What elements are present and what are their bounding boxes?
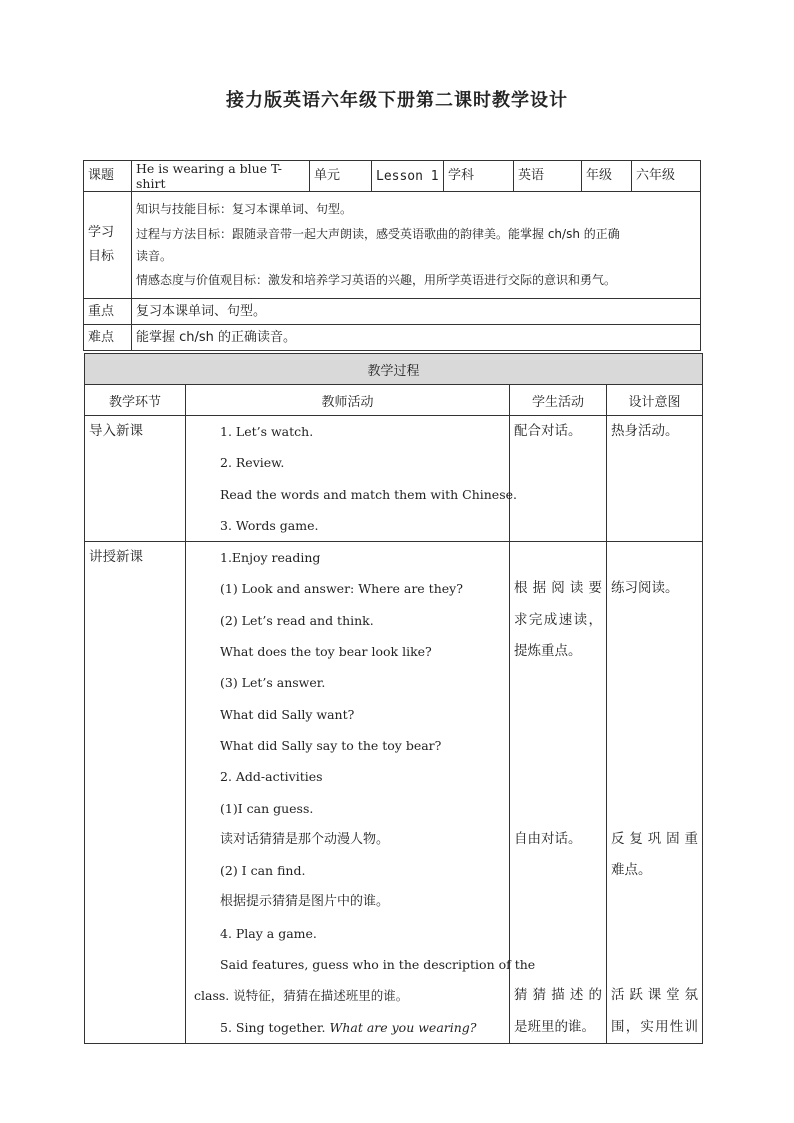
list-item: 1. Let’s watch.	[220, 424, 314, 439]
list-item: 2. Review.	[220, 455, 285, 471]
list-item: Read the words and match them with Chinese.	[220, 486, 517, 502]
key-label: 重点	[84, 299, 132, 325]
topic-value: He is wearing a blue T-shirt	[132, 161, 310, 192]
list-item: 1.Enjoy reading	[220, 550, 321, 566]
list-item: 自由对话。	[514, 830, 582, 847]
difficult-label: 难点	[84, 325, 132, 351]
subject-label: 学科	[444, 161, 514, 192]
goals-label-line1: 学习	[88, 225, 115, 240]
list-item: 反复巩固重	[611, 830, 699, 847]
goal-knowledge: 知识与技能目标：复习本课单词、句型。	[136, 202, 353, 216]
col-teacher: 教师活动	[186, 385, 510, 416]
intent-new-lesson	[607, 542, 703, 1044]
list-item: 4. Play a game.	[220, 925, 317, 941]
song-title: What are you wearing?	[329, 1019, 477, 1035]
list-item: 练习阅读。	[611, 580, 679, 597]
list-item: 是班里的谁。	[514, 1018, 595, 1035]
list-item: 围，实用性训	[611, 1018, 699, 1035]
difficult-value: 能掌握 ch/sh 的正确读音。	[132, 325, 701, 351]
list-item: (2) Let’s read and think.	[220, 612, 374, 628]
list-item: 读对话猜猜是那个动漫人物。	[220, 831, 390, 847]
col-student: 学生活动	[510, 385, 607, 416]
topic-label: 课题	[84, 161, 132, 192]
list-item: What did Sally say to the toy bear?	[220, 737, 442, 753]
document-title: 接力版英语六年级下册第二课时教学设计	[226, 90, 568, 111]
lesson-info-table	[83, 160, 701, 351]
teacher-new-lesson	[186, 542, 536, 1044]
list-item: What did Sally want?	[220, 706, 355, 722]
stage-new-lesson: 讲授新课	[85, 542, 186, 1044]
teaching-process-table	[84, 353, 703, 1044]
col-intent: 设计意图	[607, 385, 703, 416]
table-row-new-lesson	[85, 542, 703, 1044]
list-item: 2. Add-activities	[220, 769, 323, 785]
unit-value: Lesson 1	[372, 161, 444, 192]
goal-process-cont: 读音。	[136, 249, 173, 263]
list-item: 难点。	[611, 862, 652, 879]
stage-intro: 导入新课	[85, 416, 186, 542]
intent-intro: 热身活动。	[607, 416, 703, 542]
list-item: 根据提示猜猜是图片中的谁。	[220, 894, 390, 910]
teacher-intro	[186, 416, 517, 542]
list-item: 求完成速读，	[514, 611, 602, 628]
list-item: Said features, guess who in the description of the	[220, 957, 536, 973]
grade-value: 六年级	[632, 161, 701, 192]
goals-label	[84, 192, 132, 299]
list-item: class. 说特征，猜猜在描述班里的谁。	[194, 988, 409, 1004]
col-stage: 教学环节	[85, 385, 186, 416]
grade-label: 年级	[582, 161, 632, 192]
song-label: 5. Sing together.	[220, 1019, 330, 1035]
list-item: (1) Look and answer: Where are they?	[220, 581, 463, 597]
list-item: 根据阅读要	[514, 580, 602, 597]
list-item: What does the toy bear look like?	[220, 644, 432, 660]
goal-attitude: 情感态度与价值观目标：激发和培养学习英语的兴趣，用所学英语进行交际的意识和勇气。	[136, 273, 617, 287]
key-value: 复习本课单词、句型。	[132, 299, 701, 325]
student-intro: 配合对话。	[510, 416, 607, 542]
subject-value: 英语	[514, 161, 582, 192]
table-row-intro	[85, 416, 703, 542]
goal-process: 过程与方法目标：跟随录音带一起大声朗读，感受英语歌曲的韵律美。能掌握 ch/sh 的正确	[136, 227, 620, 241]
list-item: 猜猜描述的	[514, 987, 602, 1004]
list-item: 3. Words game.	[220, 517, 319, 533]
goals-cell	[132, 192, 701, 299]
process-heading: 教学过程	[85, 354, 703, 385]
list-item	[190, 1012, 505, 1043]
list-item: 提炼重点。	[514, 643, 582, 660]
unit-label: 单元	[310, 161, 372, 192]
list-item: 活跃课堂氛	[611, 987, 699, 1004]
goals-label-line2: 目标	[88, 249, 115, 264]
list-item: (2) I can find.	[220, 863, 306, 879]
list-item: (1)I can guess.	[220, 800, 314, 816]
list-item: (3) Let’s answer.	[220, 675, 326, 691]
